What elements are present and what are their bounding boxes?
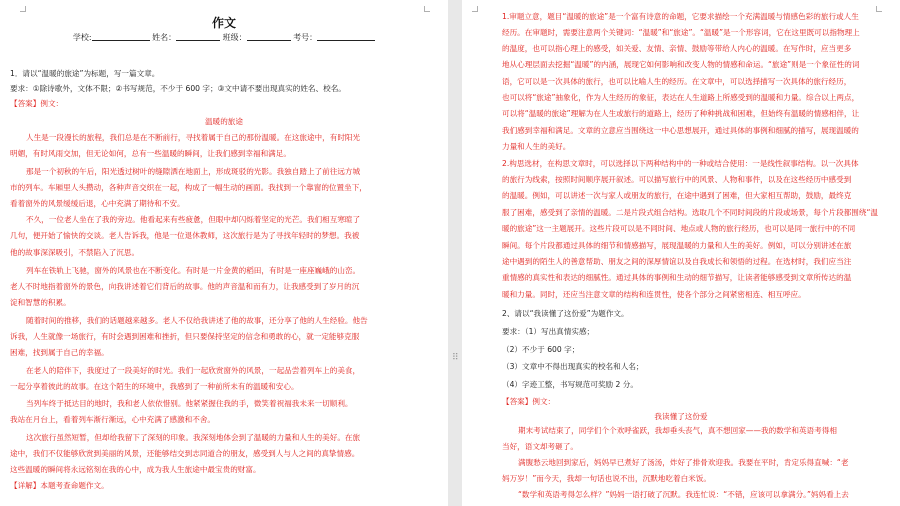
- analysis-line: 暖和力量。同时，还应当注意文章的结构和连贯性，使各个部分之间紧密相连、相互呼应。: [502, 290, 806, 299]
- exam-number-label: 考号：: [293, 33, 318, 42]
- essay-line: 淀和智慧的积累。: [10, 298, 71, 307]
- class-label: 班级：: [222, 33, 247, 42]
- analysis-line: 经历。在审题时，需要注意两个关键词：“温暖”和“旅途”。“温暖”是一个形容词，它在这里既可以指物理上: [502, 28, 860, 37]
- analysis-line: 我们感到幸福和满足。文章的立意应当围绕这一中心思想展开，通过具体的事例和细腻的描写，展现温暖的: [502, 126, 859, 135]
- essay-line: 老人不时地指着窗外的景色，向我讲述着它们背后的故事。他的声音温和而有力，让我感受到了岁月的沉: [10, 282, 360, 291]
- essay-line: 我站在月台上，看着列车渐行渐远，心中充满了感激和不舍。: [10, 415, 216, 424]
- essay-title: 我读懂了这份爱: [654, 412, 708, 421]
- analysis-line: 也可以将“旅途”抽象化，作为人生经历的象征，表达在人生道路上所感受到的温暖和力量。综合以上两点，: [502, 93, 860, 102]
- answer-label: 【答案】例文：: [502, 397, 556, 406]
- essay-line: 诉我，人生就像一场旅行，有时会遇到困难和挫折，但只要保持坚定的信念和勇敢的心，就一定能够克服: [10, 332, 360, 341]
- essay-line: 随着时间的推移，我们的话题越来越多。老人不仅给我讲述了他的故事，还分享了他的人生经验。他告: [26, 316, 368, 325]
- corner-crop-mark: [472, 6, 478, 12]
- essay-line: 几句，便开始了愉快的交谈。老人告诉我，他是一位退休教师，这次旅行是为了寻找年轻时的梦想。我被: [10, 231, 360, 240]
- essay-line: 人生是一段漫长的旅程，我们总是在不断前行，寻找着属于自己的那份温暖。在这旅途中，有时阳光: [26, 133, 361, 142]
- analysis-line: 的温度，也可以指心理上的感受，如关爱、友情、亲情、鼓励等带给人内心的温暖。在写作时，应当更多: [502, 44, 852, 53]
- analysis-line: 语，它可以是一次具体的旅行，也可以比喻人生的经历。在文章中，可以选择描写一次具体的旅行经历，: [502, 77, 852, 86]
- analysis-line: 2.构思选材，在构思文章时，可以选择以下两种结构中的一种或结合使用：一是线性叙事结构。以一次具体: [502, 159, 859, 168]
- analysis-line: 地从心理层面去挖掘“温暖”的内涵，展现它如何影响和改变人物的情感和命运。“旅途”则是一个象征性的词: [502, 60, 860, 69]
- essay-line: 当好，语文却考砸了。: [502, 442, 578, 451]
- analysis-line: 的旅行为线索，按照时间顺序展开叙述。可以描写旅行中的风景、人物和事件，以及在这些经历中感受到: [502, 175, 852, 184]
- essay-line: 这些温暖的瞬间将永远铭刻在我的心中，成为我人生旅途中最宝贵的财富。: [10, 465, 261, 474]
- class-blank: [247, 32, 291, 41]
- document-title: 作文: [211, 16, 236, 30]
- exam-number-blank: [317, 32, 375, 41]
- question-1-prompt: 1．请以“温暖的旅途”为标题，写一篇文章。: [10, 69, 160, 78]
- question-1-requirements: 要求：①除诗歌外，文体不限；②书写规范，不少于 600 字；③文中请不要出现真实的姓名、校名。: [10, 84, 346, 93]
- drag-handle-icon[interactable]: ⠿: [452, 353, 458, 363]
- name-label: 姓名：: [152, 33, 177, 42]
- essay-line: 那是一个初秋的午后，阳光透过树叶的缝隙洒在地面上，形成斑驳的光影。我独自踏上了前往远方城: [26, 167, 361, 176]
- question-2-requirement-label: 要求：（1）写出真情实感；: [502, 327, 595, 336]
- essay-line: 市的列车。车厢里人头攒动，各种声音交织在一起，构成了一幅生动的画面。我找到一个靠窗的位置坐下，: [10, 183, 367, 192]
- question-2-prompt: 2、请以“我读懂了这份爱”为题作文。: [502, 309, 629, 318]
- analysis-line: 可以将“温暖的旅途”理解为在人生或旅行的道路上，经历了种种挑战和困难，但始终有温暖的情感相伴，让: [502, 109, 860, 118]
- essay-line: 满腹愁云地回到家后，妈妈早已煮好了汤汤，炸好了排骨欢迎我。我要在平时，肯定乐得直喊：“老: [518, 458, 849, 467]
- corner-crop-mark: [20, 6, 26, 12]
- essay-line: 不久，一位老人坐在了我的旁边。他看起来有些疲惫，但眼中却闪烁着坚定的光芒。我们相互寒暄了: [26, 215, 361, 224]
- detail-label: 【详解】本题考查命题作文。: [10, 481, 109, 490]
- analysis-line: 服了困难，感受到了亲情的温暖。二是片段式组合结构。选取几个不同时间段的片段或场景，每个片段都围绕“温: [502, 208, 879, 217]
- essay-line: 妈万岁！”而今天，我却一句话也说不出，沉默地吃着白米饭。: [502, 474, 711, 483]
- analysis-line: 1.审题立意，题目“温暖的旅途”是一个富有诗意的命题，它要求描绘一个充满温暖与情感色彩的旅行或人生: [502, 12, 859, 21]
- analysis-line: 暖的旅途”这一主题展开。这些片段可以是不同时间、地点或人物的旅行经历，也可以是同一旅行中的不同: [502, 224, 856, 233]
- essay-line: 看着窗外的风景缓缓后退，心中充满了期待和不安。: [10, 199, 185, 208]
- analysis-line: 力量和人生的美好。: [502, 142, 571, 151]
- corner-crop-mark: [424, 6, 430, 12]
- analysis-line: 途中遇到的陌生人的善意帮助、朋友之间的深厚情谊以及自我成长和领悟的过程。在选材时，我们应当注: [502, 257, 852, 266]
- essay-line: 一起分享着彼此的故事。在这个陌生的环境中，我感到了一种前所未有的温暖和安心。: [10, 382, 299, 391]
- essay-line: 这次旅行虽然短暂，但却给我留下了深刻的印象。我深刻地体会到了温暖的力量和人生的美好。在旅: [26, 433, 361, 442]
- essay-title: 温暖的旅途: [205, 117, 243, 126]
- page-gap: [448, 0, 462, 506]
- question-2-requirement: （2）不少于 600 字；: [502, 345, 580, 354]
- essay-line: 他的故事深深吸引，不禁陷入了沉思。: [10, 248, 140, 257]
- analysis-line: 瞬间。每个片段都通过具体的细节和情感描写，展现温暖的力量和人生的美好。例如，可以分别讲述在旅: [502, 241, 852, 250]
- essay-line: 当列车终于抵达目的地时，我和老人依依惜别。他紧紧握住我的手，微笑着祝福我未来一切顺利。: [26, 399, 353, 408]
- essay-line: 期末考试结束了，同学们个个欢呼雀跃，我却垂头丧气，真不想回家——我的数学和英语考得相: [518, 426, 837, 435]
- school-blank: [92, 32, 150, 41]
- analysis-line: 的温暖。例如，可以讲述一次与家人或朋友的旅行，在途中遇到了困难，但大家相互帮助，鼓励，最终克: [502, 191, 852, 200]
- essay-line: 明媚，有时风雨交加，但无论如何，总有一些温暖的瞬间，让我们感到幸福和满足。: [10, 149, 291, 158]
- document-page-left: [0, 0, 448, 506]
- question-2-requirement: （4）字迹工整，书写规范可奖励 2 分。: [502, 380, 638, 389]
- essay-line: 列车在铁轨上飞驰，窗外的风景也在不断变化。有时是一片金黄的稻田，有时是一座座巍峨的山峦。: [26, 266, 361, 275]
- essay-line: 途中，我们不仅能够欣赏到美丽的风景，还能够结交到志同道合的朋友，感受到人与人之间的真挚情感。: [10, 449, 360, 458]
- essay-line: 困难，找到属于自己的幸福。: [10, 348, 109, 357]
- analysis-line: 重情感的真实性和表达的细腻性。通过具体的事例和生动的细节描写，让读者能够感受到文章所传达的温: [502, 273, 852, 282]
- answer-label: 【答案】例文：: [10, 99, 64, 108]
- document-page-right: [462, 0, 900, 506]
- essay-line: 在老人的陪伴下，我度过了一段美好的时光。我们一起欣赏窗外的风景，一起品尝着列车上的美食，: [26, 366, 361, 375]
- essay-line: “数学和英语考得怎么样？”妈妈一语打破了沉默。我连忙说：“不错，应该可以拿满分。”妈妈看上去: [518, 490, 849, 499]
- question-2-requirement: （3）文章中不得出现真实的校名和人名；: [502, 362, 644, 371]
- student-info-line: [0, 32, 448, 43]
- name-blank: [176, 32, 220, 41]
- school-label: 学校:: [72, 33, 92, 42]
